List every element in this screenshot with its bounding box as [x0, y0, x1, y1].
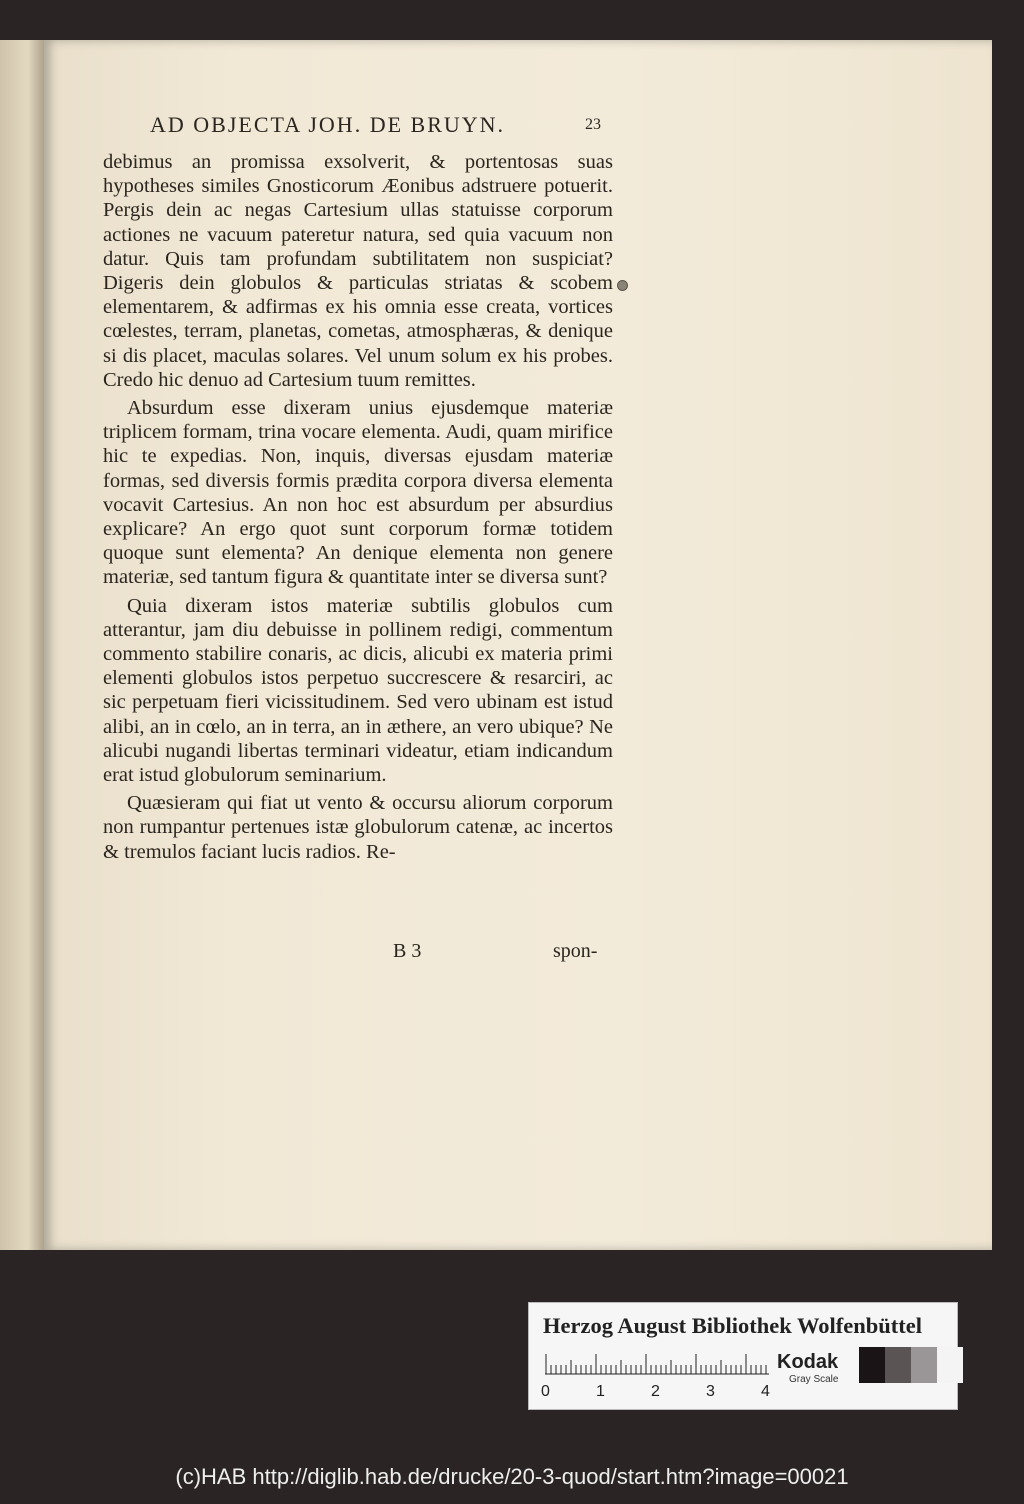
gray-swatch — [859, 1347, 885, 1383]
catchword: spon- — [553, 940, 598, 962]
body-text — [103, 150, 613, 868]
gray-swatch — [911, 1347, 937, 1383]
kodak-logo: Kodak — [777, 1351, 839, 1373]
library-name: Herzog August Bibliothek Wolfenbüttel — [543, 1313, 922, 1338]
ruler-number: 0 — [541, 1383, 550, 1400]
gray-swatches — [859, 1347, 963, 1383]
gray-scale-label: Gray Scale — [789, 1374, 839, 1385]
ruler-number: 4 — [761, 1383, 770, 1400]
ruler-icon — [545, 1351, 769, 1375]
copyright-line: (c)HAB http://diglib.hab.de/drucke/20-3-quod/start.htm?image=00021 — [175, 1464, 849, 1489]
left-facing-page — [0, 40, 46, 1250]
paragraph-1: debimus an promissa exsolverit, & portentosas suas hypotheses similes Gnosticorum Æonibus adstruere potuerit. Pergis dein ac negas Cartesium ullas statuisse corporum actiones ne vacuum pateretur natura, sed quia vacuum non datur. Quis tam profundam subtilitatem non suspiciat? Digeris dein globulos & particulas striatas & scobem elementarem, & adfirmas ex his omnia esse creata, vortices cœlestes, terram, planetas, cometas, atmosphæras, & denique si dis placet, maculas solares. Vel unum solum ex his probes. Credo hic denuo ad Cartesium tuum remittes. — [103, 151, 613, 391]
running-head: AD OBJECTA JOH. DE BRUYN. — [150, 112, 506, 137]
paragraph-2: Absurdum esse dixeram unius ejusdemque materiæ triplicem formam, trina vocare elementa. Audi, quam mirifice hic te expedias. Non, inquis, diversas ejusdam materiæ formas, sed diversis formis prædita corpora diversa elementa vocavit Cartesius. An non hoc est absurdum per absurdius explicare? An ergo quot sunt corporum formæ totidem quoque sunt elementa? An denique elementa non genere materiæ, sed tantum figura & quantitate inter se diversa sunt? — [103, 397, 613, 589]
paragraph-4: Quæsieram qui fiat ut vento & occursu aliorum corporum non rumpantur pertenues istæ globulorum catenæ, ac incertos & tremulos faciant lucis radios. Re- — [103, 792, 613, 863]
ruler-number: 3 — [706, 1383, 715, 1400]
pin-mark — [617, 280, 628, 291]
ruler-numbers — [539, 1383, 779, 1403]
page-number: 23 — [585, 116, 601, 133]
ruler-number: 2 — [651, 1383, 660, 1400]
gray-swatch — [885, 1347, 911, 1383]
ruler-number: 1 — [596, 1383, 605, 1400]
color-calibration-card — [528, 1302, 958, 1410]
signature-mark: B 3 — [393, 940, 422, 962]
paragraph-3: Quia dixeram istos materiæ subtilis globulos cum atterantur, jam diu debuisse in pollinem redigi, commentum commento stabilire conaris, ac dicis, alicubi ex materia primi elementi globulos istos perpetuo succrescere & resarciri, ac sic perpetuam fieri vicissitudinem. Sed vero ubinam est istud alibi, an in cœlo, an in terra, an in æthere, an vero ubique? Ne alicubi nugandi libertas terminari videatur, etiam indicandum erat istud globulorum seminarium. — [103, 594, 613, 787]
gray-swatch — [937, 1347, 963, 1383]
